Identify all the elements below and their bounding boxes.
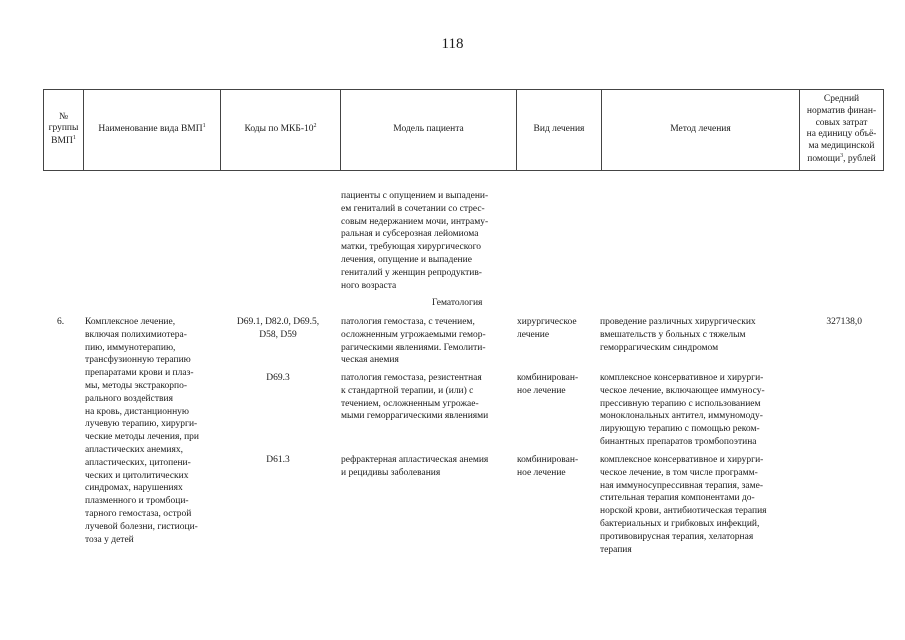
row-3-method: комплексное консервативное и хирурги- ческое лечение, в том числе программ- ная иммуносупрессивная терапия, заме- стительная терапия компонентами до- норской крови, антибиотическая терапия бактериальных и грибковых инфекций, противовирусная терапия, хелаторная терапия xyxy=(600,455,767,555)
row-2-method: комплексное консервативное и хирурги- ческое лечение, включающее иммуносу- прессивную терапию с использованием моноклональных антител, иммуномоду- лирующую терапию с помощью реком- бинантных препаратов тромбопоэтина xyxy=(600,373,765,447)
row-2-codes: D69.3 xyxy=(266,373,290,383)
group-number: 6. xyxy=(57,317,65,327)
row-3-model: рефрактерная апластическая анемия и рецидивы заболевания xyxy=(341,455,489,478)
header-cost: Средний норматив финан- совых затрат на единицу объё- ма медицинской помощи$^3$, рублей xyxy=(800,90,884,171)
group-cost: 327138,0 xyxy=(826,317,862,327)
section-title: Гематология xyxy=(432,298,483,308)
row-2-treatment-type: комбинирован- ное лечение xyxy=(517,373,579,396)
row-1-codes: D69.1, D82.0, D69.5, D58, D59 xyxy=(236,317,320,340)
continuation-model: пациенты с опущением и выпадени- ем гениталий в сочетании со стрес- совым недержанием мочи, интраму- ральная и субсерозная лейомиома матки, требующая хирургического лечения, опущение и выпадение гениталий у женщин репродуктив- ного возраста xyxy=(341,191,489,291)
row-3-codes: D61.3 xyxy=(266,455,290,465)
row-1-model: патология гемостаза, с течением, осложненным угрожаемыми гемор- рагическими явлениями. Гемолити- ческая анемия xyxy=(341,317,486,366)
row-1-treatment-type: хирургическое лечение xyxy=(517,317,577,340)
row-1-method: проведение различных хирургических вмешательств у больных с тяжелым геморрагическим синдромом xyxy=(600,317,756,353)
header-method: Метод лечения xyxy=(602,90,800,171)
row-3-treatment-type: комбинирован- ное лечение xyxy=(517,455,579,478)
header-group-no: № группы ВМП$^1$ xyxy=(44,90,84,171)
header-model: Модель пациента xyxy=(341,90,517,171)
header-name: Наименование вида ВМП$^1$ xyxy=(84,90,221,171)
header-treatment-type: Вид лечения xyxy=(517,90,602,171)
page-number: 118 xyxy=(441,36,464,52)
header-codes: Коды по МКБ-$10^2$ xyxy=(221,90,341,171)
group-name: Комплексное лечение, включая полихимиотера- пию, иммунотерапию, трансфузионную терапию препаратами крови и плаз- мы, методы экстракорпо- рального воздействия на кровь, дистанционную лучевую терапию, хирурги- ческие методы лечения, при апластических анемиях, апластических, цитопени- ческих и цитолитических синдромах, нарушениях плазменного и тромбоци- тарного гемостаза, острой лучевой болезни, гистиоци- тоза у детей xyxy=(85,317,199,545)
table-header xyxy=(43,89,884,171)
row-2-model: патология гемостаза, резистентная к стандартной терапии, и (или) с течением, осложненным угрожае- мыми геморрагическими явлениями xyxy=(341,373,489,422)
